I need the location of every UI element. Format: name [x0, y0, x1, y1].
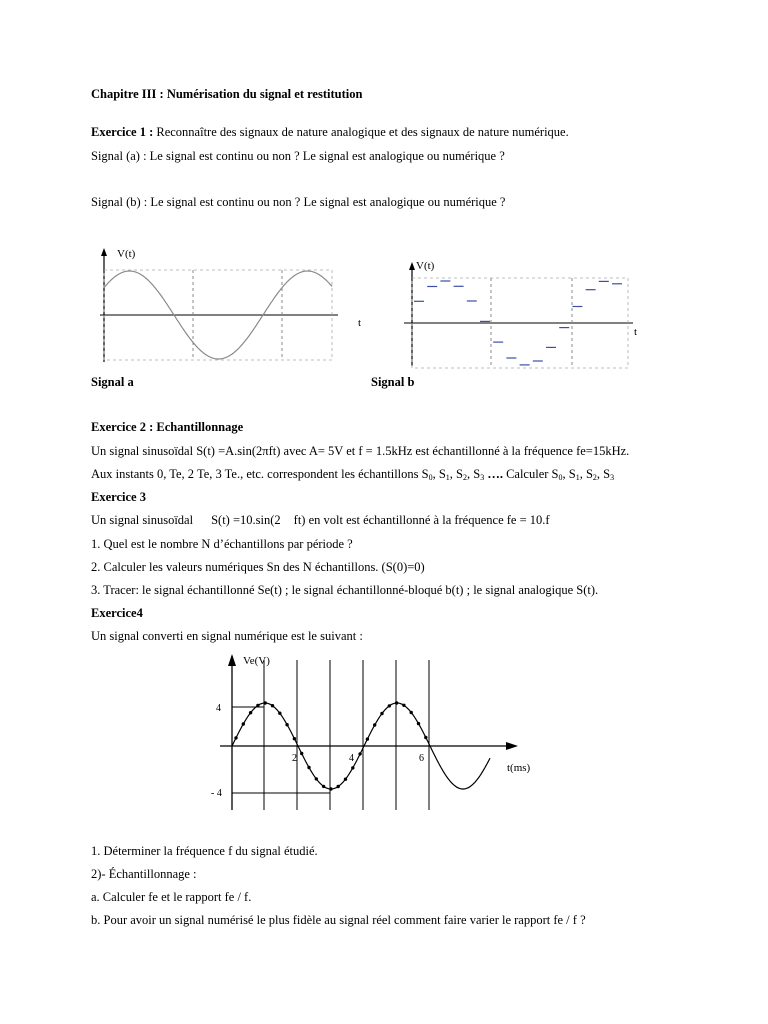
sample-dot — [388, 704, 391, 707]
exercise-4-question-a: a. Calculer fe et le rapport fe / f. — [91, 890, 252, 904]
exercise-4-intro: Un signal converti en signal numérique est le suivant : — [91, 629, 363, 643]
ellipsis: …. — [487, 467, 503, 481]
exercise-2-line-2-prefix: Aux instants 0, Te, 2 Te, 3 Te., etc. correspondent les échantillons — [91, 467, 422, 481]
exercise-4-heading: Exercice4 — [91, 606, 143, 620]
ve-x-arrow — [506, 742, 518, 750]
exercise-1-heading: Exercice 1 : — [91, 125, 154, 139]
calculate-text: Calculer — [502, 467, 552, 481]
sample-dot — [402, 704, 405, 707]
x-tick-4: 4 — [349, 753, 354, 764]
sample-dot — [329, 787, 332, 790]
exercise-2-line-1: Un signal sinusoïdal S(t) =A.sin(2πft) avec A= 5V et f = 1.5kHz est échantillonné à la fréquence fe=15kHz. — [91, 444, 630, 458]
sample-dot — [249, 711, 252, 714]
sample-dot — [351, 766, 354, 769]
exercise-1-statement — [91, 124, 569, 140]
sample-dot — [424, 736, 427, 739]
sample-dot — [256, 704, 259, 707]
signal-a-figure — [90, 236, 380, 371]
ve-xlabel: t(ms) — [507, 762, 531, 774]
sample-dot — [234, 736, 237, 739]
chapter-title: Chapitre III : Numérisation du signal et restitution — [91, 87, 363, 101]
sample-dot — [285, 723, 288, 726]
signal-a-ylabel: V(t) — [117, 248, 136, 260]
sample-dot — [322, 785, 325, 788]
exercise-4-question-1: 1. Déterminer la fréquence f du signal étudié. — [91, 844, 318, 858]
sample-dot — [410, 711, 413, 714]
sample-dot — [380, 712, 383, 715]
samples-list-2: $S_0$, $S_1$, $S_2$, $S_3$ — [551, 467, 615, 482]
sample-dot — [264, 701, 267, 704]
exercise-1-text: Reconnaître des signaux de nature analogique et des signaux de nature numérique. — [156, 125, 569, 139]
sample-dot — [417, 722, 420, 725]
signal-b-ylabel: V(t) — [416, 260, 435, 272]
exercise-2-heading: Exercice 2 : Echantillonnage — [91, 420, 244, 434]
sample-dot — [337, 785, 340, 788]
y-tick-positive: 4 — [216, 703, 221, 714]
signal-b-figure — [398, 254, 658, 374]
digital-signal-figure — [200, 648, 540, 818]
signal-b-caption: Signal b — [371, 375, 415, 389]
exercise-3-question-3: 3. Tracer: le signal échantillonné Se(t) ; le signal échantillonné-bloqué b(t) ; le signal analogique S(t). — [91, 583, 599, 597]
exercise-3-question-2: 2. Calculer les valeurs numériques Sn des N échantillons. (S(0)=0) — [91, 560, 425, 574]
sample-dot — [373, 723, 376, 726]
sample-dot — [344, 778, 347, 781]
sample-dot — [315, 777, 318, 780]
exercise-3-heading: Exercice 3 — [91, 490, 146, 504]
exercise-3-line-1: Un signal sinusoïdal S(t) =10.sin(2 ft) en volt est échantillonné à la fréquence fe = 10.f — [91, 513, 550, 527]
exercise-4-question-b: b. Pour avoir un signal numérisé le plus fidèle au signal réel comment faire varier le rapport fe / f ? — [91, 913, 586, 927]
x-tick-6: 6 — [419, 753, 424, 764]
sample-dot — [242, 722, 245, 725]
sample-dot — [300, 752, 303, 755]
samples-list-1: $S_0$, $S_1$, $S_2$, $S_3$ — [421, 467, 485, 482]
sample-dot — [293, 737, 296, 740]
sample-dot — [395, 701, 398, 704]
signal-a-caption: Signal a — [91, 375, 134, 389]
sample-dot — [271, 704, 274, 707]
signal-b-question: Signal (b) : Le signal est continu ou non ? Le signal est analogique ou numérique ? — [91, 195, 506, 209]
sample-dot — [358, 752, 361, 755]
y-tick-negative: - 4 — [211, 788, 222, 799]
ve-ylabel: Ve(V) — [243, 655, 270, 667]
ve-y-arrow — [228, 654, 236, 666]
sample-dot — [307, 766, 310, 769]
x-tick-2: 2 — [292, 753, 297, 764]
signal-a-xlabel: t — [358, 317, 362, 329]
signal-b-y-arrow — [409, 262, 415, 270]
exercise-2-line-2 — [91, 466, 614, 482]
exercise-4-question-2: 2)- Échantillonnage : — [91, 867, 197, 881]
signal-b-xlabel: t — [634, 326, 638, 338]
sample-dot — [366, 737, 369, 740]
signal-a-question: Signal (a) : Le signal est continu ou non ? Le signal est analogique ou numérique ? — [91, 149, 505, 163]
signal-a-y-arrow — [101, 248, 107, 256]
sample-dot — [278, 712, 281, 715]
exercise-3-question-1: 1. Quel est le nombre N d’échantillons par période ? — [91, 537, 353, 551]
